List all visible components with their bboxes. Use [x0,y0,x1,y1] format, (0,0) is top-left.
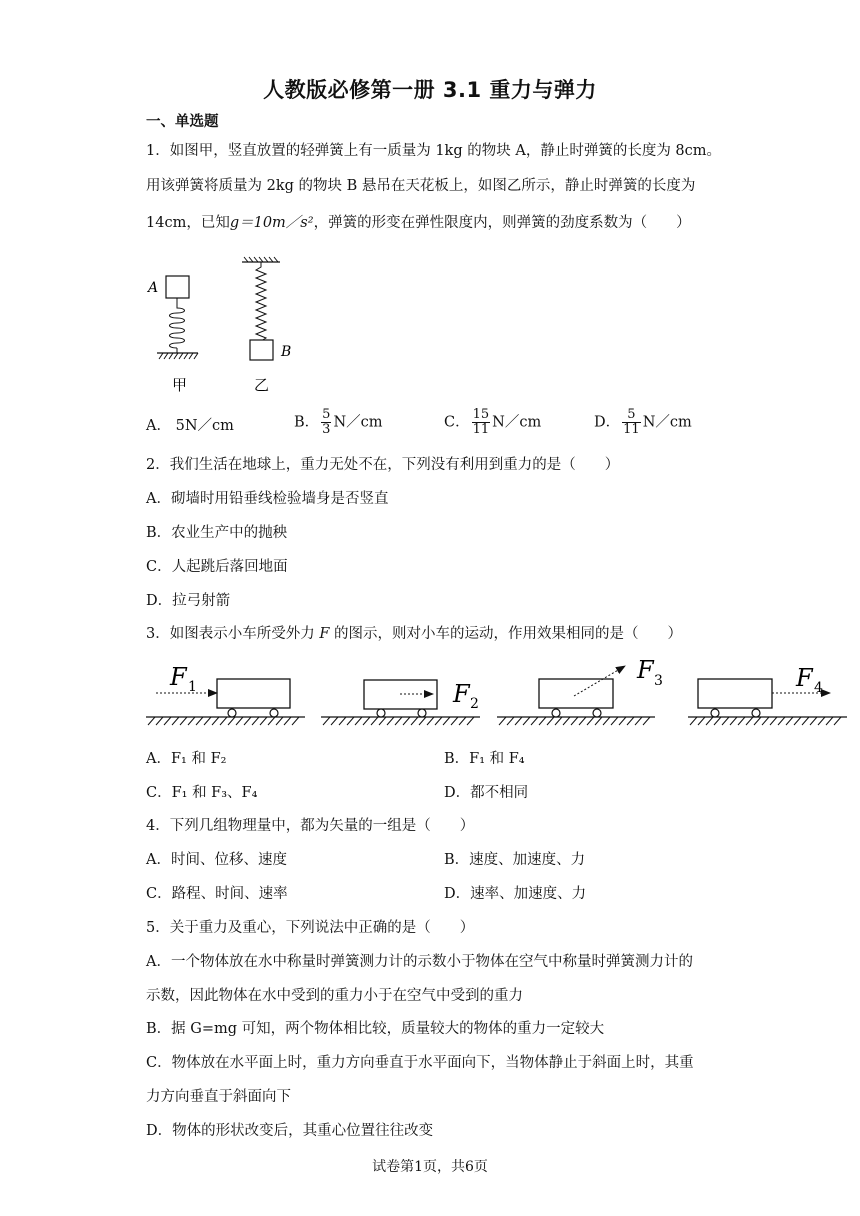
q1-option-c[interactable] [444,408,541,437]
q3-f3-label: F [637,656,654,684]
page-title: 人教版必修第一册 3.1 重力与弹力 [263,78,597,102]
q1-option-c-numerator: 15 [472,407,490,422]
q5-stem: 5．关于重力及重心，下列说法中正确的是（ ） [146,920,475,936]
q3-cart-3 [539,656,663,717]
q1-option-a-value: 5N／cm [175,418,234,434]
q4-stem: 4．下列几组物理量中，都为矢量的一组是（ ） [146,818,475,834]
q1-option-b[interactable] [294,408,383,437]
q5-option-c-line-1[interactable]: C．物体放在水平面上时，重力方向垂直于水平面向下，当物体静止于斜面上时，其重 [146,1055,694,1071]
q1-option-b-label: B． [294,414,320,431]
q1-option-d-denominator: 11 [623,422,640,437]
q3-f3-subscript: 3 [654,673,663,689]
q1-line-3 [146,213,691,233]
q3-stem-tail: 的图示，则对小车的运动，作用效果相同的是（ ） [329,626,683,642]
q4-option-a[interactable]: A．时间、位移、速度 [146,852,287,868]
q1-option-b-fraction [321,408,331,437]
q3-f4-label: F [796,664,813,692]
q2-option-c[interactable]: C．人起跳后落回地面 [146,559,288,575]
q1-gravity-formula: g＝10m／s² [229,215,314,231]
q1-option-d-numerator: 5 [622,408,641,423]
q2-option-b[interactable]: B．农业生产中的抛秧 [146,525,288,541]
q2-option-a[interactable]: A．砌墙时用铅垂线检验墙身是否竖直 [146,491,389,507]
q3-stem [146,624,682,644]
q5-option-a-line-2: 示数，因此物体在水中受到的重力小于在空气中受到的重力 [146,988,523,1004]
q1-fig-label-a: A [148,280,159,296]
q2-stem: 2．我们生活在地球上，重力无处不在，下列没有利用到重力的是（ ） [146,457,620,473]
q3-f1-label: F [170,663,187,691]
q1-option-a-label: A． [146,418,171,434]
page-footer: 试卷第1页，共6页 [372,1159,488,1175]
q1-line-3-text: 14cm，已知 [146,215,230,231]
section-heading: 一、单选题 [146,114,219,130]
q3-f4-subscript: 4 [814,680,823,696]
q4-option-c[interactable]: C．路程、时间、速率 [146,886,288,902]
q1-option-d[interactable] [594,408,692,437]
q1-option-b-denominator: 3 [322,422,331,437]
q1-spring-figure [140,250,310,400]
q3-ground-hatch [146,717,847,725]
q5-option-b[interactable]: B．据 G=mg 可知，两个物体相比较，质量较大的物体的重力一定较大 [146,1021,605,1037]
q3-cart-figure [140,652,855,732]
q3-f1-subscript: 1 [188,679,197,695]
q3-option-a[interactable]: A．F₁ 和 F₂ [146,751,227,767]
q1-option-d-unit: N／cm [642,414,692,431]
q2-option-d[interactable]: D．拉弓射箭 [146,593,231,609]
q1-option-a[interactable] [146,416,234,436]
q1-fig-label-b: B [281,344,292,360]
q1-option-b-unit: N／cm [333,414,383,431]
q3-f2-subscript: 2 [470,696,479,712]
q1-option-c-label: C． [444,414,470,431]
q5-option-a-line-1[interactable]: A．一个物体放在水中称量时弹簧测力计的示数小于物体在空气中称量时弹簧测力计的 [146,954,693,970]
q3-option-b[interactable]: B．F₁ 和 F₄ [444,751,525,767]
q1-option-c-unit: N／cm [492,414,542,431]
q3-cart-1 [156,663,290,717]
q1-option-d-label: D． [594,414,621,431]
q1-fig-caption-jia: 甲 [172,376,188,394]
q1-option-d-fraction [622,408,641,437]
q3-f2-label: F [453,680,470,708]
q1-option-b-numerator: 5 [322,407,331,422]
q1-fig-caption-yi: 乙 [254,376,270,394]
q3-cart-2 [364,680,479,717]
q3-cart-4 [698,664,830,717]
q4-option-d[interactable]: D．速率、加速度、力 [444,886,587,902]
q1-line-1: 1．如图甲，竖直放置的轻弹簧上有一质量为 1kg 的物块 A，静止时弹簧的长度为 8cm。 [146,143,722,159]
q3-stem-force-symbol: F [319,626,330,642]
q5-option-d[interactable]: D．物体的形状改变后，其重心位置往往改变 [146,1123,434,1139]
q3-stem-text: 3．如图表示小车所受外力 [146,626,320,642]
q1-line-2: 用该弹簧将质量为 2kg 的物块 B 悬吊在天花板上，如图乙所示，静止时弹簧的长度为 [146,178,696,194]
q3-option-d[interactable]: D．都不相同 [444,785,529,801]
q1-option-c-denominator: 11 [472,422,490,437]
q1-line-3-tail: ，弹簧的形变在弹性限度内，则弹簧的劲度系数为（ ） [313,215,691,231]
q1-option-c-fraction [472,408,491,437]
q5-option-c-line-2: 力方向垂直于斜面向下 [146,1089,291,1105]
q3-option-c[interactable]: C．F₁ 和 F₃、F₄ [146,785,258,801]
q4-option-b[interactable]: B．速度、加速度、力 [444,852,586,868]
